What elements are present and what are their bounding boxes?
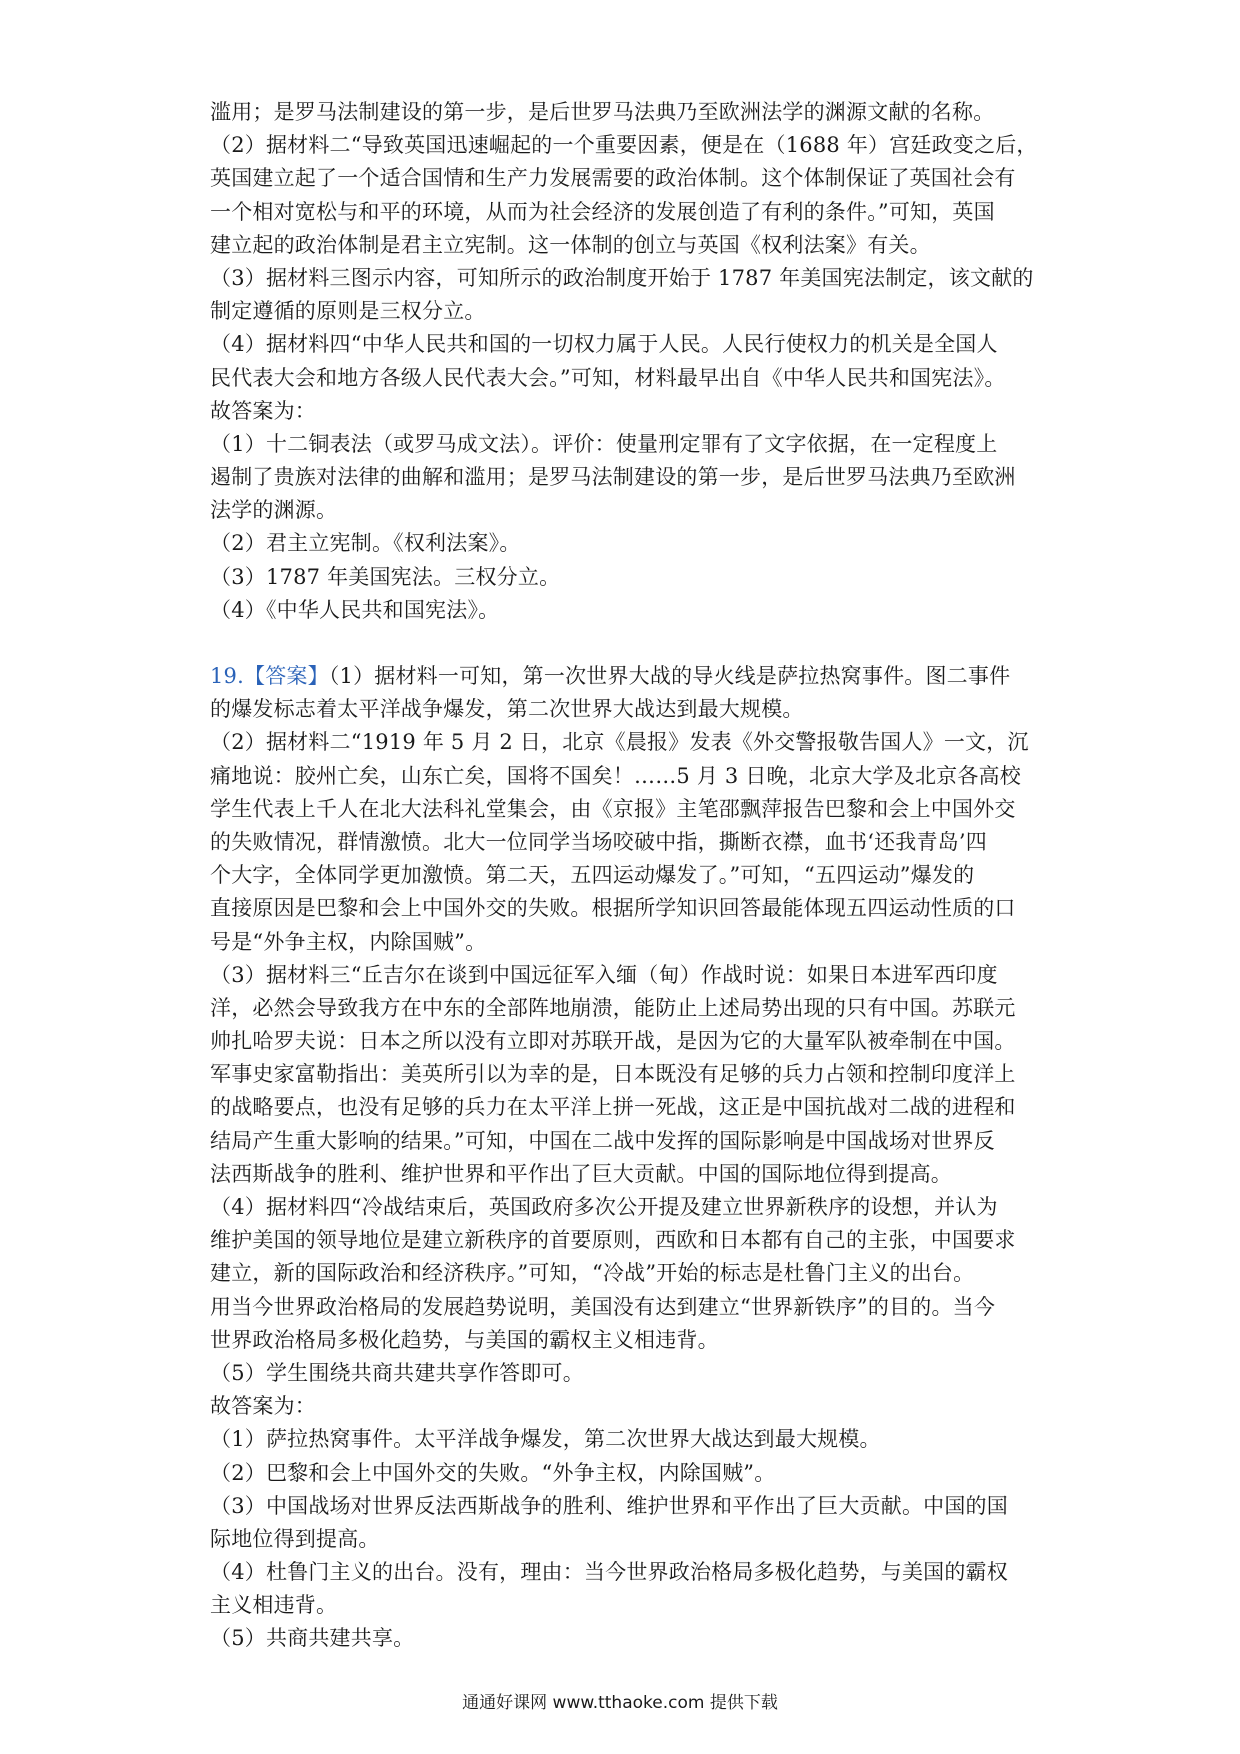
q18-line: 建立起的政治体制是君主立宪制。这一体制的创立与英国《权利法案》有关。 xyxy=(210,232,931,257)
q19-lines xyxy=(210,693,1032,1655)
q19-line: 军事史家富勒指出：美英所引以为幸的是，日本既没有足够的兵力占领和控制印度洋上 xyxy=(210,1062,1016,1087)
q18-line: （2）君主立宪制。《权利法案》。 xyxy=(210,531,521,556)
q19-line: 帅扎哈罗夫说：日本之所以没有立即对苏联开战，是因为它的大量军队被牵制在中国。 xyxy=(210,1029,1016,1054)
q19-line: 用当今世界政治格局的发展趋势说明，美国没有达到建立“世界新铁序”的目的。当今 xyxy=(210,1294,996,1319)
q18-line: 一个相对宽松与和平的环境，从而为社会经济的发展创造了有利的条件。”可知，英国 xyxy=(210,199,995,224)
q19-line: 直接原因是巴黎和会上中国外交的失败。根据所学知识回答最能体现五四运动性质的口 xyxy=(210,896,1016,921)
q18-line: 民代表大会和地方各级人民代表大会。”可知，材料最早出自《中华人民共和国宪法》。 xyxy=(210,365,1006,390)
q19-line: 世界政治格局多极化趋势，与美国的霸权主义相违背。 xyxy=(210,1327,719,1352)
q19-line: 痛地说：胶州亡矣，山东亡矣，国将不国矣！……5 月 3 日晚，北京大学及北京各高校 xyxy=(210,763,1021,788)
q19-line: 故答案为： xyxy=(210,1394,316,1419)
q19-line: （5）学生围绕共商共建共享作答即可。 xyxy=(210,1360,584,1385)
q19-line: 的失败情况，群情激愤。北大一位同学当场咬破中指，撕断衣襟，血书‘还我青岛’四 xyxy=(210,829,987,854)
q19-line: 的爆发标志着太平洋战争爆发，第二次世界大战达到最大规模。 xyxy=(210,697,804,722)
q19-line: 的战略要点，也没有足够的兵力在太平洋上拼一死战，这正是中国抗战对二战的进程和 xyxy=(210,1095,1016,1120)
q19-line: （5）共商共建共享。 xyxy=(210,1626,415,1651)
q18-line: 制定遵循的原则是三权分立。 xyxy=(210,299,486,324)
q19-line: 学生代表上千人在北大法科礼堂集会，由《京报》主笔邵飘萍报告巴黎和会上中国外交 xyxy=(210,796,1016,821)
q19-line: （2）据材料二“1919 年 5 月 2 日，北京《晨报》发表《外交警报敬告国人》一文，沉 xyxy=(210,730,1029,755)
q19-line: 建立，新的国际政治和经济秩序。”可知，“冷战”开始的标志是杜鲁门主义的出台。 xyxy=(210,1261,975,1286)
q18-line: （4）据材料四“中华人民共和国的一切权力属于人民。人民行使权力的机关是全国人 xyxy=(210,332,998,357)
q18-line: 遏制了贵族对法律的曲解和滥用；是罗马法制建设的第一步，是后世罗马法典乃至欧洲 xyxy=(210,465,1016,490)
q19-line: （1）萨拉热窝事件。太平洋战争爆发，第二次世界大战达到最大规模。 xyxy=(210,1427,881,1452)
q19-answer-block xyxy=(210,660,1032,1656)
q19-line: 法西斯战争的胜利、维护世界和平作出了巨大贡献。中国的国际地位得到提高。 xyxy=(210,1161,952,1186)
q18-line: 法学的渊源。 xyxy=(210,498,338,523)
q18-line: （3）1787 年美国宪法。三权分立。 xyxy=(210,564,561,589)
q19-line: （4）据材料四“冷战结束后，英国政府多次公开提及建立世界新秩序的设想，并认为 xyxy=(210,1195,998,1219)
q19-line: 个大字，全体同学更加激愤。第二天，五四运动爆发了。”可知，“五四运动”爆发的 xyxy=(210,863,975,888)
q19-line: 号是“外争主权，内除国贼”。 xyxy=(210,929,487,954)
q18-line: （2）据材料二“导致英国迅速崛起的一个重要因素，便是在（1688 年）宫廷政变之后， xyxy=(210,133,1038,158)
q18-line: 滥用；是罗马法制建设的第一步，是后世罗马法典乃至欧洲法学的渊源文献的名称。 xyxy=(210,100,995,124)
q19-line: （2）巴黎和会上中国外交的失败。“外争主权，内除国贼”。 xyxy=(210,1460,776,1485)
q19-first-line-text: （1）据材料一可知，第一次世界大战的导火线是萨拉热窝事件。图二事件 xyxy=(328,664,1011,688)
q18-line: （1）十二铜表法（或罗马成文法）。评价：使量刑定罪有了文字依据，在一定程度上 xyxy=(210,431,998,456)
answer-tag: 【答案】 xyxy=(244,664,329,688)
q19-line: 洋，必然会导致我方在中东的全部阵地崩溃，能防止上述局势出现的只有中国。苏联元 xyxy=(210,995,1016,1020)
q18-line: （4）《中华人民共和国宪法》。 xyxy=(210,597,500,622)
q19-line: 主义相违背。 xyxy=(210,1593,338,1618)
document-page xyxy=(210,96,1038,1656)
footer-credit: 通通好课网 www.tthaoke.com 提供下载 xyxy=(462,1693,778,1713)
q19-line: （3）中国战场对世界反法西斯战争的胜利、维护世界和平作出了巨大贡献。中国的国 xyxy=(210,1493,1008,1518)
q19-line: （4）杜鲁门主义的出台。没有，理由：当今世界政治格局多极化趋势，与美国的霸权 xyxy=(210,1560,1008,1585)
q18-line: 英国建立起了一个适合国情和生产力发展需要的政治体制。这个体制保证了英国社会有 xyxy=(210,166,1016,191)
q19-first-line xyxy=(210,660,1032,693)
question-number: 19. xyxy=(210,664,244,688)
q19-line: 际地位得到提高。 xyxy=(210,1526,380,1551)
q18-line: （3）据材料三图示内容，可知所示的政治制度开始于 1787 年美国宪法制定，该文献的 xyxy=(210,265,1034,290)
q19-line: 维护美国的领导地位是建立新秩序的首要原则，西欧和日本都有自己的主张，中国要求 xyxy=(210,1228,1016,1253)
q18-line: 故答案为： xyxy=(210,398,316,423)
q18-answer-block xyxy=(210,96,1038,627)
section-gap xyxy=(210,627,1032,660)
q19-line: （3）据材料三“丘吉尔在谈到中国远征军入缅（甸）作战时说：如果日本进军西印度 xyxy=(210,962,998,987)
q19-line: 结局产生重大影响的结果。”可知，中国在二战中发挥的国际影响是中国战场对世界反 xyxy=(210,1128,995,1153)
